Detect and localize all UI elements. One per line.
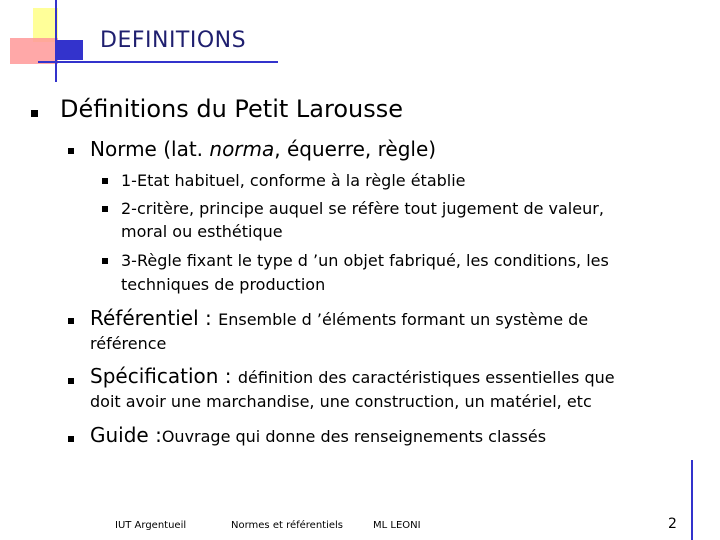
bullet-square-icon [102, 178, 108, 184]
norme-label-post: , équerre, règle) [274, 137, 437, 161]
page-number: 2 [668, 516, 677, 532]
norme-label [90, 137, 436, 161]
norme-item-2: 2-critère, principe auquel se réfère tout jugement de valeur, [121, 199, 604, 218]
norme-item-2-cont: moral ou esthétique [121, 222, 283, 241]
footer-left: IUT Argentueil [115, 520, 187, 531]
title-underline [38, 61, 278, 63]
referentiel-def: Ensemble d ’éléments formant un système de [218, 310, 589, 329]
slide-title: DEFINITIONS [100, 28, 247, 53]
guide-line [90, 423, 546, 447]
norme-item-3-cont: techniques de production [121, 275, 326, 294]
logo-vertical-line [55, 0, 57, 82]
bullet-square-icon [68, 378, 74, 384]
norme-label-italic: norma [209, 137, 275, 161]
norme-item-1: 1-Etat habituel, conforme à la règle établie [121, 171, 466, 190]
slide-logo [0, 0, 90, 90]
bullet-square-icon [31, 110, 38, 117]
logo-blue-square [57, 40, 83, 60]
specification-line [90, 364, 615, 388]
referentiel-term: Référentiel : [90, 306, 219, 330]
norme-label-pre: Norme (lat. [90, 137, 210, 161]
bullet-square-icon [68, 318, 74, 324]
referentiel-line [90, 306, 588, 330]
bullet-square-icon [102, 258, 108, 264]
referentiel-def-cont: référence [90, 334, 167, 353]
specification-def-cont: doit avoir une marchandise, une construction, un matériel, etc [90, 392, 592, 411]
norme-item-3: 3-Règle fixant le type d ’un objet fabriqué, les conditions, les [121, 251, 609, 270]
specification-term: Spécification : [90, 364, 238, 388]
page-number-rule [691, 460, 693, 540]
footer-center: Normes et référentiels [231, 520, 344, 531]
bullet-square-icon [102, 206, 108, 212]
heading-definitions: Définitions du Petit Larousse [60, 95, 404, 123]
specification-def: définition des caractéristiques essentielles que [237, 368, 615, 387]
footer-right: ML LEONI [373, 520, 421, 531]
bullet-square-icon [68, 436, 74, 442]
guide-def: Ouvrage qui donne des renseignements classés [161, 427, 547, 446]
guide-term: Guide : [90, 423, 162, 447]
bullet-square-icon [68, 148, 74, 154]
